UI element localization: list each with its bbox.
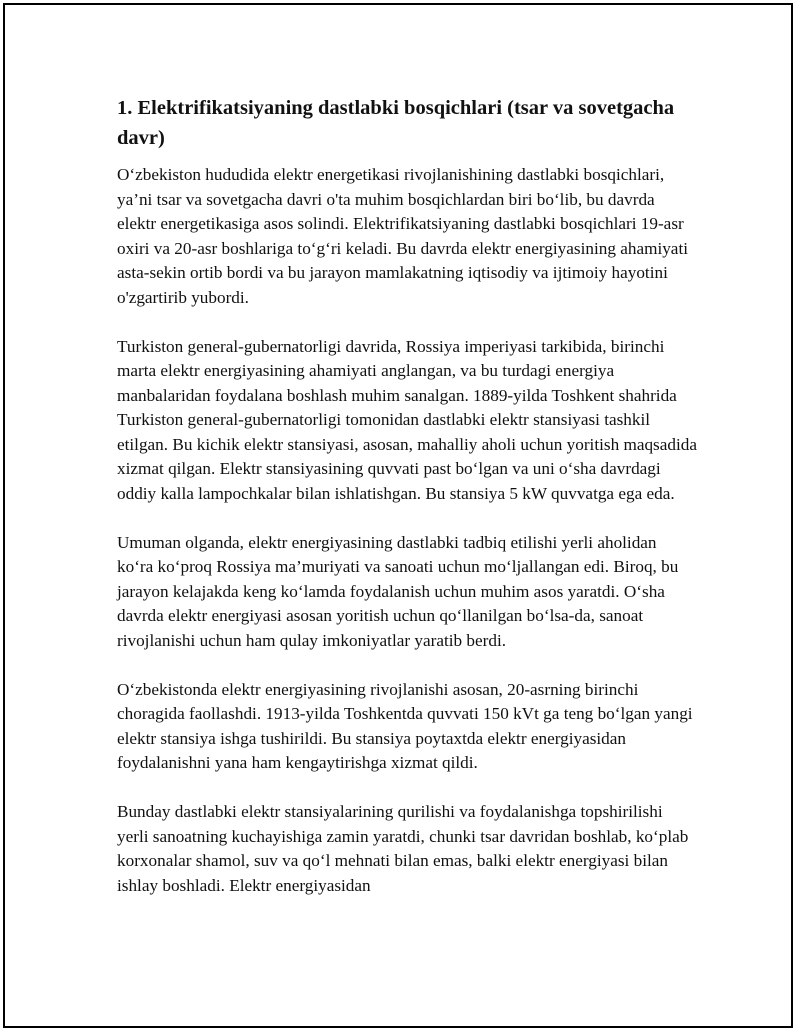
section-heading: 1. Elektrifikatsiyaning dastlabki bosqichlari (tsar va sovetgacha davr) — [117, 97, 675, 149]
paragraph-3: Umuman olganda, elektr energiyasining dastlabki tadbiq etilishi yerli aholidan ko‘ra ko‘proq Rossiya ma’muriyati va sanoati uchun mo‘ljallangan edi. Biroq, bu jarayon kelajakda keng ko‘lamda foydalanish uchun muhim asos yaratdi. O‘sha davrda elektr energiyasi asosan yoritish uchun qo‘llanilgan bo‘lsa-da, sanoat rivojlanishi uchun ham qulay imkoniyatlar yaratib berdi. — [117, 532, 679, 650]
paragraph-4: O‘zbekistonda elektr energiyasining rivojlanishi asosan, 20-asrning birinchi choragida faollashdi. 1913-yilda Toshkentda quvvati 150 kVt ga teng bo‘lgan yangi elektr stansiya ishga tushirildi. Bu stansiya poytaxtda elektr energiyasidan foydalanishni yana ham kengaytirishga xizmat qildi. — [117, 679, 693, 772]
document-body — [117, 93, 697, 923]
paragraph-1: O‘zbekiston hududida elektr energetikasi rivojlanishining dastlabki bosqichlari, ya’ni tsar va sovetgacha davri o'ta muhim bosqichlardan biri bo‘lib, bu davrda elektr energetikasiga asos solindi. Elektrifikatsiyaning dastlabki bosqichlari 19-asr oxiri va 20-asr boshlariga to‘g‘ri keladi. Bu davrda elektr energiyasining ahamiyati asta-sekin ortib bordi va bu jarayon mamlakatning iqtisodiy va ijtimoiy hayotini o'zgartirib yubordi. — [117, 165, 688, 307]
paragraph-5: Bunday dastlabki elektr stansiyalarining qurilishi va foydalanishga topshirilishi yerli sanoatning kuchayishiga zamin yaratdi, chunki tsar davridan boshlab, ko‘plab korxonalar shamol, suv va qo‘l mehnati bilan emas, balki elektr energiyasi bilan ishlay boshladi. Elektr energiyasidan — [117, 802, 689, 895]
paragraph-2: Turkiston general-gubernatorligi davrida, Rossiya imperiyasi tarkibida, birinchi marta elektr energiyasining ahamiyati anglangan, va bu turdagi energiya manbalaridan foydalana boshlash muhim sanalgan. 1889-yilda Toshkent shahrida Turkiston general-gubernatorligi tomonidan dastlabki elektr stansiyasi tashkil etilgan. Bu kichik elektr stansiyasi, asosan, mahalliy aholi uchun yoritish maqsadida xizmat qilgan. Elektr stansiyasining quvvati past bo‘lgan va uni o‘sha davrdagi oddiy kalla lampochkalar bilan ishlatishgan. Bu stansiya 5 kW quvvatga ega eda. — [117, 336, 697, 503]
